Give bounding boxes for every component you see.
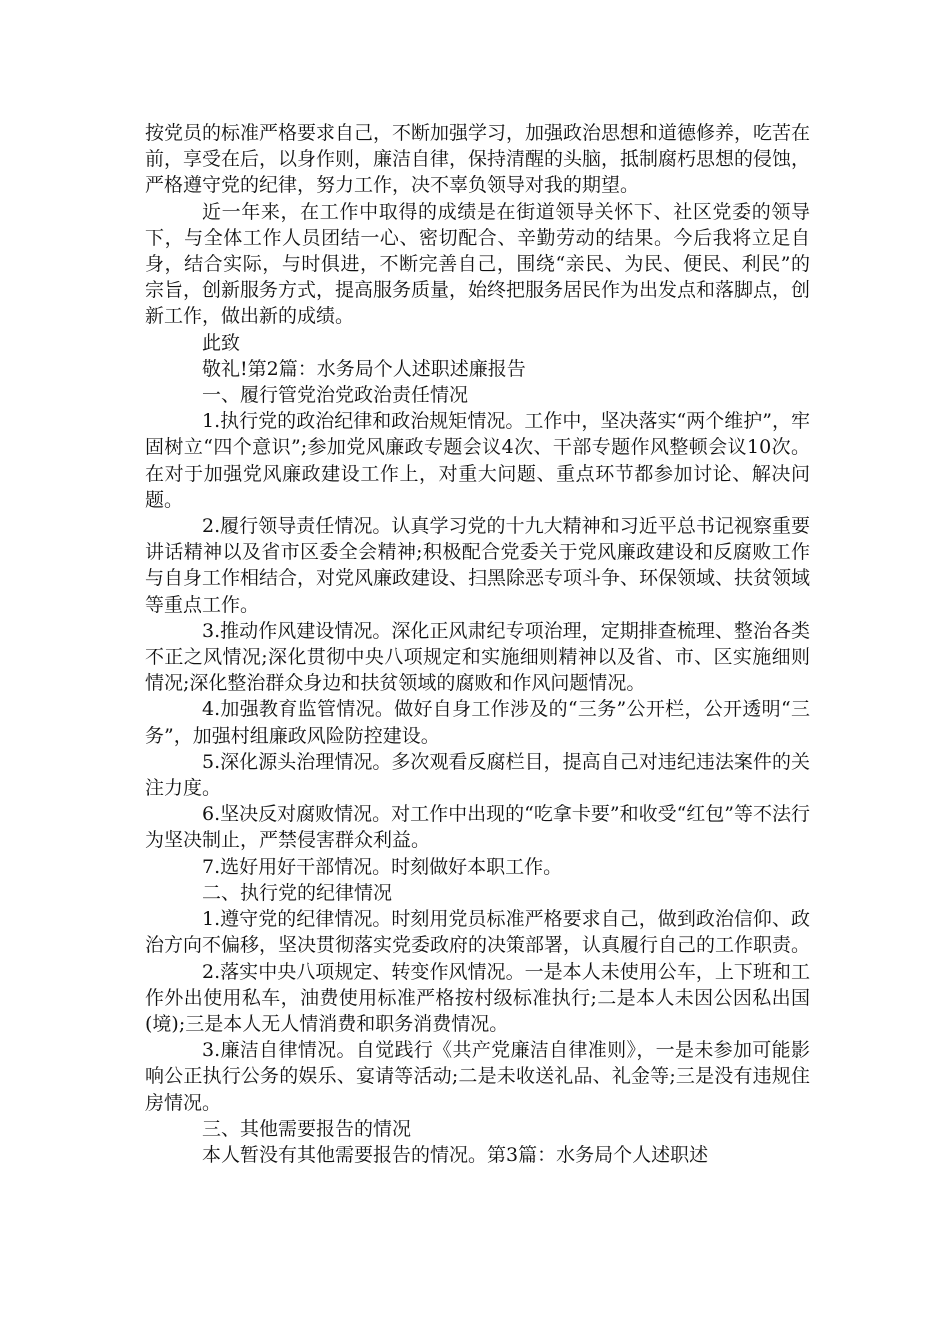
paragraph: 6.坚决反对腐败情况。对工作中出现的“吃拿卡要”和收受“红包”等不法行为坚决制止，严禁侵害群众利益。 — [145, 803, 810, 852]
paragraph: 7.选好用好干部情况。时刻做好本职工作。 — [202, 855, 563, 878]
paragraph: 3.推动作风建设情况。深化正风肃纪专项治理，定期排查梳理、整治各类不正之风情况;深化贯彻中央八项规定和实施细则精神以及省、市、区实施细则情况;深化整治群众身边和扶贫领域的腐败和作风问题情况。 — [145, 619, 810, 695]
paragraph: 5.深化源头治理情况。多次观看反腐栏目，提高自己对违纪违法案件的关注力度。 — [145, 750, 810, 800]
paragraph: 4.加强教育监管情况。做好自身工作涉及的“三务”公开栏，公开透明“三务”，加强村组廉政风险防控建设。 — [145, 698, 810, 747]
paragraph: 3.廉洁自律情况。自觉践行《共产党廉洁自律准则》，一是未参加可能影响公正执行公务的娱乐、宴请等活动;二是未收送礼品、礼金等;三是没有违规住房情况。 — [145, 1039, 810, 1114]
paragraph: 2.履行领导责任情况。认真学习党的十九大精神和习近平总书记视察重要讲话精神以及省市区委全会精神;积极配合党委关于党风廉政建设和反腐败工作与自身工作相结合，对党风廉政建设、扫黑除恶专项斗争、环保领域、扶贫领域等重点工作。 — [145, 515, 811, 616]
paragraph: 此致 — [202, 331, 241, 354]
section-heading: 二、执行党的纪律情况 — [202, 881, 393, 904]
paragraph: 按党员的标准严格要求自己，不断加强学习，加强政治思想和道德修养，吃苦在前，享受在后，以身作则，廉洁自律，保持清醒的头脑，抵制腐朽思想的侵蚀，严格遵守党的纪律，努力工作，决不辜负领导对我的期望。 — [145, 122, 811, 197]
paragraph: 敬礼!第2篇：水务局个人述职述廉报告 — [202, 357, 526, 380]
paragraph: 2.落实中央八项规定、转变作风情况。一是本人未使用公车，上下班和工作外出使用私车，油费使用标准严格按村级标准执行;二是本人未因公因私出国(境);三是本人无人情消费和职务消费情况。 — [145, 960, 810, 1035]
section-heading: 三、其他需要报告的情况 — [202, 1117, 412, 1140]
paragraph: 1.执行党的政治纪律和政治规矩情况。工作中，坚决落实“两个维护”，牢固树立“四个意识”;参加党风廉政专题会议4次、干部专题作风整顿会议10次。在对于加强党风廉政建设工作上，对重大问题、重点环节都参加讨论、解决问题。 — [145, 410, 810, 511]
paragraph: 1.遵守党的纪律情况。时刻用党员标准严格要求自己，做到政治信仰、政治方向不偏移，坚决贯彻落实党委政府的决策部署，认真履行自己的工作职责。 — [145, 908, 811, 957]
document-body — [145, 120, 810, 1168]
section-heading: 一、履行管党治党政治责任情况 — [202, 384, 469, 407]
paragraph: 本人暂没有其他需要报告的情况。第3篇：水务局个人述职述 — [202, 1143, 709, 1166]
paragraph: 近一年来，在工作中取得的成绩是在街道领导关怀下、社区党委的领导下，与全体工作人员团结一心、密切配合、辛勤劳动的结果。今后我将立足自身，结合实际，与时俱进，不断完善自己，围绕“亲民、为民、便民、利民”的宗旨，创新服务方式，提高服务质量，始终把服务居民作为出发点和落脚点，创新工作，做出新的成绩。 — [145, 200, 811, 328]
